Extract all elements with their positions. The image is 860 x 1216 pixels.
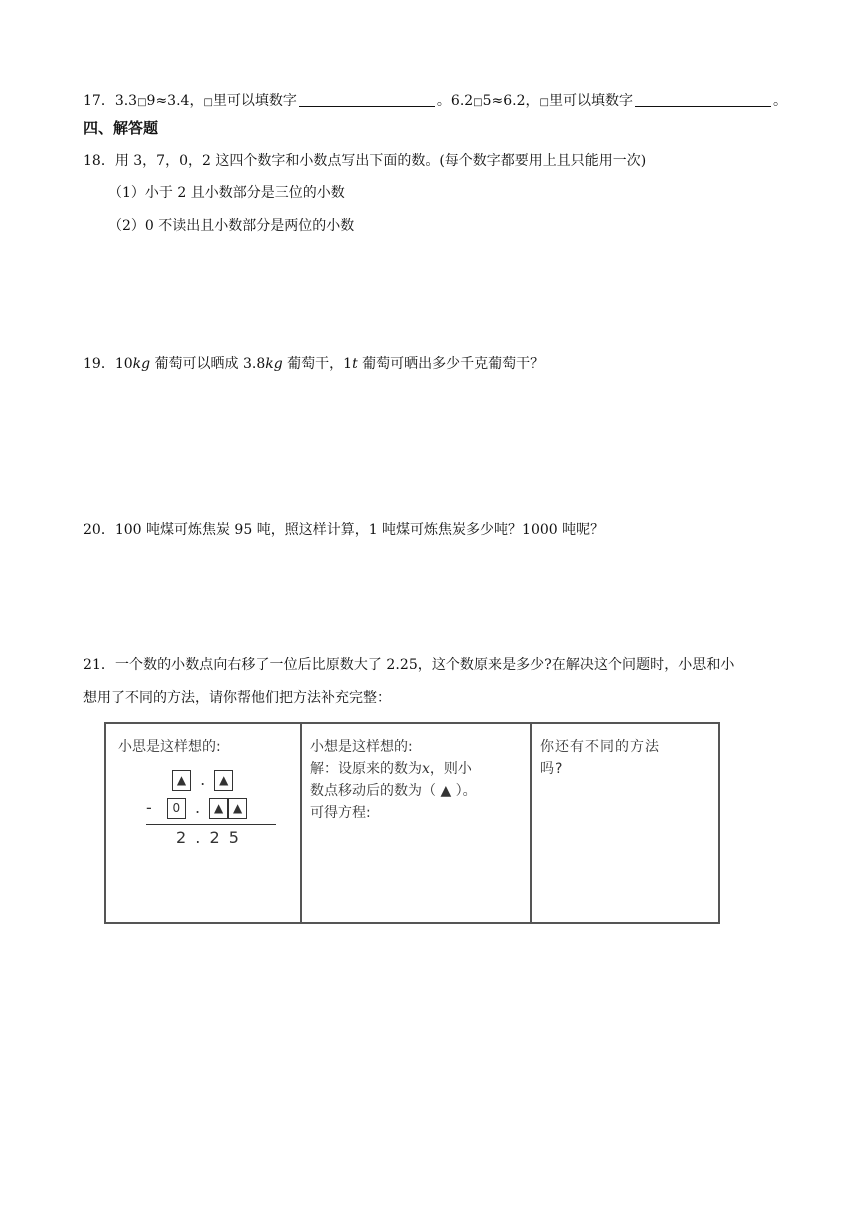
box-placeholder: □: [137, 97, 147, 108]
method-column-xiaosi: [106, 724, 302, 922]
question-number: 17．: [83, 93, 115, 109]
minus-sign: -: [146, 798, 152, 817]
question-20: 20．100 吨煤可炼焦炭 95 吨，照这样计算，1 吨煤可炼焦炭多少吨？1000 吨呢？: [83, 522, 605, 538]
method-table: [104, 722, 720, 924]
question-17: 17．3.3□9≈3.4，□里可以填数字 。6.2□5≈6.2，□里可以填数字 。: [83, 93, 787, 109]
triangle-box[interactable]: ▲: [214, 770, 233, 791]
question-19: 19．10kg 葡萄可以晒成 3.8kg 葡萄干，1t 葡萄可晒出多少千克葡萄干？: [83, 356, 545, 372]
solution-line: 解：设原来的数为x，则小: [310, 761, 472, 777]
triangle-box[interactable]: ▲: [228, 798, 247, 819]
subtraction-row-2: - 0 . ▲ ▲: [146, 798, 247, 819]
question-21-line-2: 想用了不同的方法，请你帮他们把方法补充完整：: [83, 690, 391, 706]
subtraction-row-1: ▲ . ▲: [172, 770, 233, 791]
box-placeholder: □: [539, 97, 549, 108]
solution-line: 数点移动后的数为（ ▲ ）。: [310, 783, 477, 799]
question-18: 18．用 3，7，0，2 这四个数字和小数点写出下面的数。(每个数字都要用上且只能用一次): [83, 153, 647, 169]
subtraction-result: 2 . 2 5: [176, 828, 241, 847]
question-18-part-2: （2）0 不读出且小数部分是两位的小数: [108, 218, 355, 234]
method-column-xiaoxiang: [300, 724, 532, 922]
box-placeholder: □: [203, 97, 213, 108]
section-heading: 四、解答题: [83, 119, 159, 137]
equation-prompt: 可得方程:: [310, 805, 371, 821]
column-title: 你还有不同的方法: [540, 739, 660, 755]
column-title: 小想是这样想的:: [310, 739, 413, 755]
box-placeholder: □: [473, 97, 483, 108]
zero-box: 0: [167, 798, 186, 819]
sum-line: [146, 824, 276, 825]
method-column-yours: 你还有不同的方法 吗?: [530, 724, 718, 922]
question-21-line-1: 21．一个数的小数点向右移了一位后比原数大了 2.25，这个数原来是多少?在解决这个问题时，小思和小: [83, 657, 735, 673]
triangle-box[interactable]: ▲: [172, 770, 191, 791]
answer-blank[interactable]: [299, 92, 435, 107]
question-18-part-1: （1）小于 2 且小数部分是三位的小数: [108, 185, 345, 201]
triangle-box[interactable]: ▲: [209, 798, 228, 819]
answer-blank[interactable]: [635, 92, 771, 107]
column-title: 小思是这样想的:: [118, 739, 221, 755]
